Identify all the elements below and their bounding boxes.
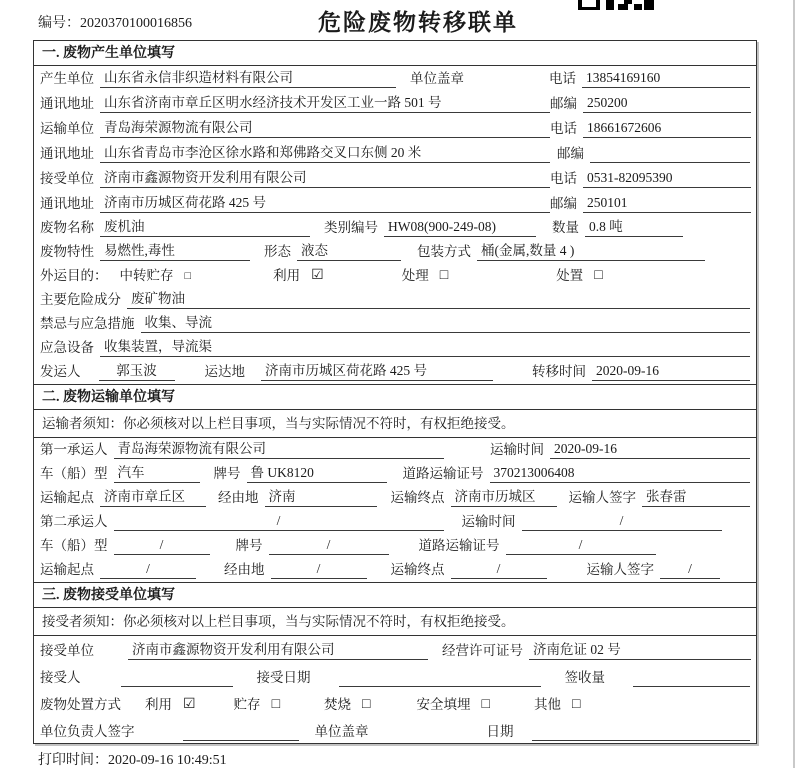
route-end-value: /: [451, 560, 547, 579]
plate-value: 鲁 UK8120: [247, 464, 387, 483]
transporter-notice: 运输者须知：你必须核对以上栏目事项，当与实际情况不符时，有权拒绝接受。: [34, 410, 756, 438]
field-label: 接受单位: [40, 171, 94, 186]
vehicle-type-value: /: [114, 536, 210, 555]
transport-time-value: 2020-09-16: [550, 440, 750, 459]
second-route-row: [34, 558, 756, 582]
unit-stamp-label: 单位盖章: [314, 724, 369, 739]
transporter-zip-value: [590, 162, 750, 163]
date-value: [532, 740, 751, 741]
form-state-label: 形态: [264, 244, 291, 259]
second-carrier-value: /: [114, 512, 444, 531]
serial-label: 编号：: [38, 16, 80, 31]
disposal-method-row: [34, 690, 756, 717]
print-time-line: [38, 749, 227, 769]
packaging-value: 桶(金属,数量 4 ): [477, 242, 705, 261]
receive-date-value: [339, 686, 541, 687]
receiver-zip-value: 250101: [583, 194, 751, 213]
operation-license-label: 经营许可证号: [442, 643, 523, 658]
zip-label: 邮编: [550, 96, 577, 111]
plate-value: /: [269, 536, 389, 555]
qr-code-fragment-icon: [578, 0, 654, 10]
field-label: 接受人: [40, 670, 81, 685]
field-label: 废物处置方式: [40, 697, 121, 712]
first-route-row: [34, 486, 756, 510]
receiver-address-row: [34, 191, 756, 216]
field-label: 废物特性: [40, 244, 94, 259]
option-incinerate-label: 焚烧: [324, 697, 352, 712]
hazard-component-row: [34, 288, 756, 312]
option-utilize-label: 利用: [273, 268, 301, 283]
checkbox-dispose: □: [594, 268, 603, 283]
scan-page-edge: [793, 0, 795, 768]
producer-unit-row: [34, 66, 756, 91]
field-label: 第二承运人: [40, 514, 108, 529]
field-label: 运输单位: [40, 121, 94, 136]
option-dispose-label: 处置: [556, 268, 584, 283]
section-transporter: [34, 384, 756, 582]
phone-label: 电话: [550, 121, 577, 136]
road-license-value: /: [506, 536, 656, 555]
destination-value: 济南市历城区荷花路 425 号: [261, 362, 493, 381]
receiver-unit-value: 济南市鑫源物资开发利用有限公司: [100, 169, 550, 188]
category-code-value: HW08(900-249-08): [384, 218, 536, 237]
carrier-sign-value: /: [660, 560, 720, 579]
zip-label: 邮编: [557, 146, 584, 161]
receiving-unit-value: 济南市鑫源物资开发利用有限公司: [128, 641, 428, 660]
field-label: 发运人: [40, 364, 81, 379]
manifest-form: [33, 40, 757, 744]
field-label: 运输起点: [40, 562, 94, 577]
transport-time-label: 运输时间: [461, 514, 516, 529]
receiver-person-row: [34, 663, 756, 690]
option-store-label: 贮存: [233, 697, 261, 712]
option-landfill-label: 安全填埋: [416, 697, 471, 712]
plate-label: 牌号: [213, 466, 241, 481]
field-label: 应急设备: [40, 340, 94, 355]
via-label: 经由地: [224, 562, 265, 577]
checkbox-utilize: ☑: [183, 697, 196, 712]
receiver-person-value: [121, 686, 233, 687]
waste-name-value: 废机油: [100, 218, 310, 237]
transporter-phone-value: 18661672606: [583, 119, 751, 138]
serial-number-line: [38, 12, 192, 32]
checkbox-transfer-storage: □: [184, 270, 192, 282]
sender-value: 郭玉波: [99, 362, 175, 381]
carrier-sign-label: 运输人签字: [586, 562, 654, 577]
transporter-address-value: 山东省青岛市李沧区徐水路和郑佛路交叉口东侧 20 米: [100, 144, 550, 163]
phone-label: 电话: [549, 71, 576, 86]
receiver-unit-row: [34, 166, 756, 191]
road-license-label: 道路运输证号: [418, 538, 500, 553]
producer-address-value: 山东省济南市章丘区明水经济技术开发区工业一路 501 号: [100, 94, 550, 113]
option-transfer-storage-label: 中转贮存: [119, 268, 174, 283]
received-qty-label: 签收量: [564, 670, 605, 685]
field-label: 通讯地址: [40, 96, 94, 111]
vehicle-type-value: 汽车: [114, 464, 200, 483]
producer-zip-value: 250200: [583, 94, 751, 113]
section-receiver: [34, 582, 756, 744]
print-time-label: 打印时间：: [38, 753, 108, 768]
field-label: 外运目的：: [40, 268, 108, 283]
second-carrier-row: [34, 510, 756, 534]
checkbox-treat: □: [439, 268, 449, 283]
received-qty-value: [633, 686, 750, 687]
checkbox-incinerate: □: [362, 697, 371, 712]
route-end-label: 运输终点: [390, 490, 445, 505]
waste-name-row: [34, 216, 756, 240]
producer-unit-value: 山东省永信非织造材料有限公司: [100, 69, 396, 88]
section-producer-title: 一. 废物产生单位填写: [34, 41, 756, 66]
operation-license-value: 济南危证 02 号: [529, 641, 751, 660]
route-end-value: 济南市历城区: [451, 488, 557, 507]
transporter-unit-value: 青岛海荣源物流有限公司: [100, 119, 550, 138]
transfer-time-label: 转移时间: [532, 364, 586, 379]
field-label: 主要危险成分: [40, 292, 121, 307]
hazard-component-value: 废矿物油: [127, 290, 750, 309]
option-treat-label: 处理: [401, 268, 429, 283]
transfer-time-value: 2020-09-16: [592, 362, 750, 381]
unit-stamp-label: 单位盖章: [410, 71, 464, 86]
field-label: 车（船）型: [40, 538, 108, 553]
date-label: 日期: [486, 724, 514, 739]
form-state-value: 液态: [297, 242, 401, 261]
second-vehicle-row: [34, 534, 756, 558]
first-vehicle-row: [34, 462, 756, 486]
receiving-unit-row: [34, 636, 756, 663]
field-label: 车（船）型: [40, 466, 108, 481]
field-label: 通讯地址: [40, 196, 94, 211]
field-label: 产生单位: [40, 71, 94, 86]
field-label: 运输起点: [40, 490, 94, 505]
packaging-label: 包装方式: [417, 244, 471, 259]
sender-row: [34, 360, 756, 384]
section-transporter-title: 二. 废物运输单位填写: [34, 385, 756, 410]
category-code-label: 类别编号: [324, 220, 378, 235]
option-utilize-label: 利用: [145, 697, 172, 712]
via-value: 济南: [265, 488, 377, 507]
field-label: 单位负责人签字: [40, 724, 135, 739]
route-start-value: /: [100, 560, 196, 579]
field-label: 第一承运人: [40, 442, 108, 457]
via-value: /: [271, 560, 367, 579]
route-start-value: 济南市章丘区: [100, 488, 206, 507]
responsible-signature-value: [183, 740, 299, 741]
field-label: 接受单位: [40, 643, 94, 658]
checkbox-store: □: [271, 697, 281, 712]
serial-value: 2020370100016856: [80, 16, 192, 31]
road-license-value: 370213006408: [490, 464, 751, 483]
checkbox-landfill: □: [481, 697, 490, 712]
transport-time-label: 运输时间: [490, 442, 544, 457]
field-label: 禁忌与应急措施: [40, 316, 135, 331]
emergency-equipment-row: [34, 336, 756, 360]
receiver-phone-value: 0531-82095390: [583, 169, 751, 188]
transporter-unit-row: [34, 116, 756, 141]
via-label: 经由地: [218, 490, 259, 505]
route-end-label: 运输终点: [390, 562, 445, 577]
destination-label: 运达地: [204, 364, 245, 379]
road-license-label: 道路运输证号: [402, 466, 484, 481]
field-label: 废物名称: [40, 220, 94, 235]
transfer-purpose-row: [34, 264, 756, 288]
section-receiver-title: 三. 废物接受单位填写: [34, 583, 756, 608]
zip-label: 邮编: [550, 196, 577, 211]
phone-label: 电话: [550, 171, 577, 186]
page-title: 危险废物转移联单: [318, 10, 518, 35]
checkbox-utilize: ☑: [311, 268, 324, 283]
producer-phone-value: 13854169160: [582, 69, 750, 88]
receive-date-label: 接受日期: [256, 670, 311, 685]
emergency-equipment-value: 收集装置，导流渠: [100, 338, 750, 357]
first-carrier-row: [34, 438, 756, 462]
transporter-address-row: [34, 141, 756, 166]
receiver-address-value: 济南市历城区荷花路 425 号: [100, 194, 550, 213]
quantity-value: 0.8 吨: [585, 218, 683, 237]
second-transport-time-value: /: [522, 512, 722, 531]
quantity-label: 数量: [552, 220, 579, 235]
emergency-measures-row: [34, 312, 756, 336]
responsible-signature-row: [34, 717, 756, 744]
carrier-sign-label: 运输人签字: [568, 490, 636, 505]
option-other-label: 其他: [533, 697, 561, 712]
waste-property-value: 易燃性,毒性: [100, 242, 250, 261]
waste-property-row: [34, 240, 756, 264]
checkbox-other: □: [571, 697, 581, 712]
first-carrier-value: 青岛海荣源物流有限公司: [114, 440, 444, 459]
print-time-value: 2020-09-16 10:49:51: [108, 753, 227, 768]
section-producer: [34, 41, 756, 384]
producer-address-row: [34, 91, 756, 116]
emergency-measures-value: 收集、导流: [141, 314, 751, 333]
plate-label: 牌号: [235, 538, 263, 553]
carrier-sign-value: 张春雷: [642, 488, 750, 507]
field-label: 通讯地址: [40, 146, 94, 161]
receiver-notice: 接受者须知：你必须核对以上栏目事项，当与实际情况不符时，有权拒绝接受。: [34, 608, 756, 636]
